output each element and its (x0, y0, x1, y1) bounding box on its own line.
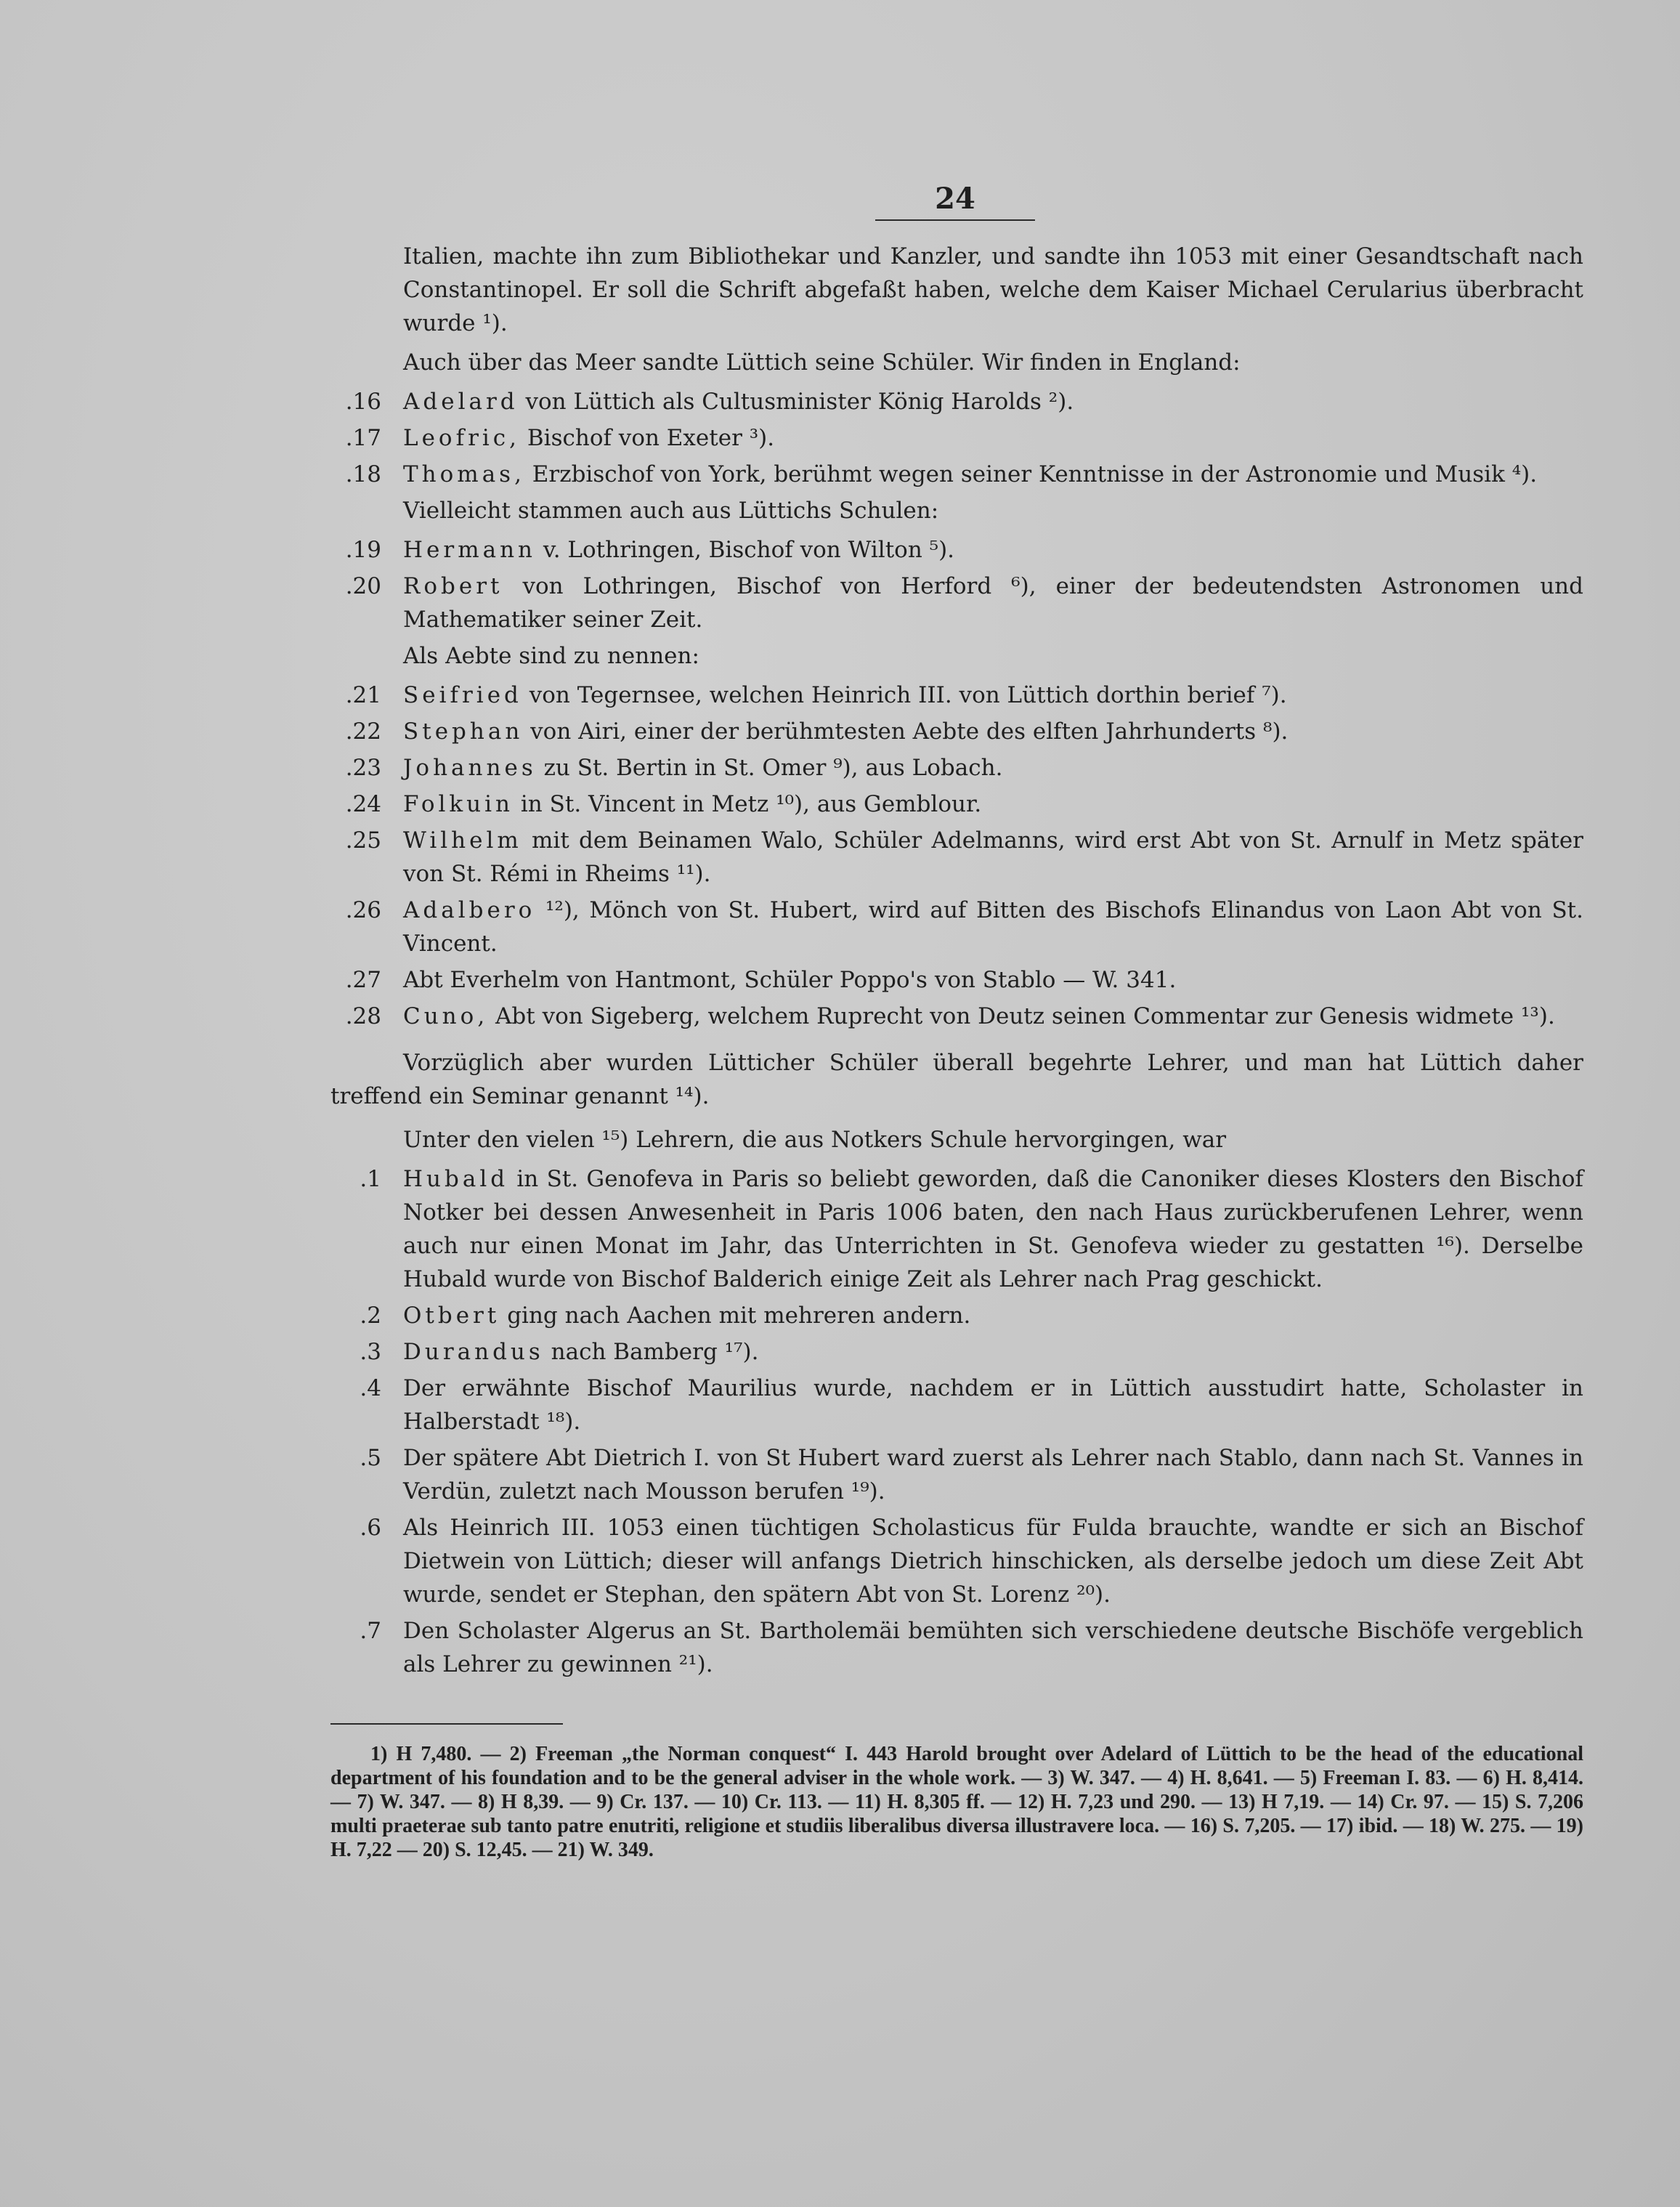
item-text: zu St. Bertin in St. Omer ⁹), aus Lobach. (536, 755, 1003, 781)
list-item: 6. Als Heinrich III. 1053 einen tüchtigen Scholasticus für Fulda brauchte, wandte er sich an Bischof Dietwein von Lüttich; dieser will anfangs Dietrich hinschicken, als derselbe jedoch um diese Zeit Abt wurde, sendet er Stephan, den spätern Abt von St. Lorenz ²⁰). (360, 1515, 1583, 1608)
item-text: ging nach Aachen mit mehreren andern. (500, 1303, 971, 1329)
item-text: in St. Genofeva in Paris so beliebt geworden, daß die Canoniker dieses Klosters den Bischof Notker bei dessen Anwesenheit in Paris 1006 baten, den nach Haus zurückberufenen Lehrer, wenn auch nur einen Monat im Jahr, das Unterrichten in St. Genofeva wieder zu gestatten ¹⁶). Derselbe Hubald wurde von Bischof Balderich einige Zeit als Lehrer nach Prag geschickt. (403, 1166, 1583, 1292)
item-text: mit dem Beinamen Walo, Schüler Adelmanns, wird erst Abt von St. Arnulf in Metz später von St. Rémi in Rheims ¹¹). (403, 827, 1583, 887)
item-text: Als Heinrich III. 1053 einen tüchtigen Scholasticus für Fulda brauchte, wandte er sich an Bischof Dietwein von Lüttich; dieser will anfangs Dietrich hinschicken, als derselbe jedoch um diese Zeit Abt wurde, sendet er Stephan, den spätern Abt von St. Lorenz ²⁰). (403, 1515, 1583, 1608)
list-item: 28. Cuno, Abt von Sigeberg, welchem Ruprecht von Deutz seinen Commentar zur Genesis widmete ¹³). (345, 1003, 1555, 1029)
teacher-list (330, 1162, 1583, 1681)
item-text: ¹²), Mönch von St. Hubert, wird auf Bitten des Bischofs Elinandus von Laon Abt von St. Vincent. (403, 897, 1583, 957)
person-name: Hermann (403, 537, 537, 563)
person-name: Wilhelm (403, 827, 522, 854)
list-item: 26. Adalbero ¹²), Mönch von St. Hubert, wird auf Bitten des Bischofs Elinandus von Laon Abt von St. Vincent. (345, 897, 1583, 957)
person-name: Folkuin (403, 791, 514, 817)
list-item: 2. Otbert ging nach Aachen mit mehreren andern. (360, 1303, 971, 1329)
list-item: 24. Folkuin in St. Vincent in Metz ¹⁰), aus Gemblour. (345, 791, 982, 817)
person-name: Adalbero (403, 897, 536, 923)
main-text (330, 240, 1583, 1684)
footnotes: 1) H 7,480. — 2) Freeman „the Norman conquest“ I. 443 Harold brought over Adelard of Lüttich to be the head of the educational department of his foundation and to be the general adviser in the whole work. — 3) W. 347. — 4) H. 8,641. — 5) Freeman I. 83. — 6) H. 8,414. — 7) W. 347. — 8) H 8,39. — 9) Cr. 137. — 10) Cr. 113. — 11) H. 8,305 ff. — 12) H. 7,23 und 290. — 13) H 7,19. — 14) Cr. 97. — 15) S. 7,206 multi praeterae sub tanto patre enutriti, religione et studiis liberalibus diversa illustravere loca. — 16) S. 7,205. — 17) ibid. — 18) W. 275. — 19) H. 7,22 — 20) S. 12,45. — 21) W. 349. (330, 1743, 1583, 1861)
item-text: von Lüttich als Cultusminister König Harolds ²). (518, 389, 1074, 415)
list-item: 20. Robert von Lothringen, Bischof von Herford ⁶), einer der bedeutendsten Astronomen und Mathematiker seiner Zeit. (345, 573, 1583, 633)
list-item: 5. Der spätere Abt Dietrich I. von St Hubert ward zuerst als Lehrer nach Stablo, dann nach St. Vannes in Verdün, zuletzt nach Mousson berufen ¹⁹). (360, 1445, 1583, 1505)
item-text: Den Scholaster Algerus an St. Bartholemäi bemühten sich verschiedene deutsche Bischöfe vergeblich als Lehrer zu gewinnen ²¹). (403, 1618, 1583, 1677)
teachers-lead: Unter den vielen ¹⁵) Lehrern, die aus Notkers Schule hervorgingen, war (403, 1127, 1227, 1153)
list-item: 3. Durandus nach Bamberg ¹⁷). (360, 1339, 759, 1365)
page-number: 24 (935, 182, 975, 216)
list-item: 23. Johannes zu St. Bertin in St. Omer ⁹), aus Lobach. (345, 755, 1003, 781)
list-item: 1. Hubald in St. Genofeva in Paris so beliebt geworden, daß die Canoniker dieses Klosters den Bischof Notker bei dessen Anwesenheit in Paris 1006 baten, den nach Haus zurückberufenen Lehrer, wenn auch nur einen Monat im Jahr, das Unterrichten in St. Genofeva wieder zu gestatten ¹⁶). Derselbe Hubald wurde von Bischof Balderich einige Zeit als Lehrer nach Prag geschickt. (360, 1166, 1583, 1292)
person-name: Otbert (403, 1303, 500, 1329)
item-text: Der spätere Abt Dietrich I. von St Hubert ward zuerst als Lehrer nach Stablo, dann nach St. Vannes in Verdün, zuletzt nach Mousson berufen ¹⁹). (403, 1445, 1583, 1505)
person-name: Johannes (403, 755, 537, 781)
list-item: 19. Hermann v. Lothringen, Bischof von Wilton ⁵). (345, 537, 955, 563)
england-lead: Auch über das Meer sandte Lüttich seine Schüler. Wir finden in England: (403, 349, 1241, 376)
footnote-rule (330, 1723, 563, 1725)
item-text: von Lothringen, Bischof von Herford ⁶), einer der bedeutendsten Astronomen und Mathematiker seiner Zeit. (403, 573, 1583, 633)
intro-paragraph: Italien, machte ihn zum Bibliothekar und Kanzler, und sandte ihn 1053 mit einer Gesandtschaft nach Constantinopel. Er soll die Schrift abgefaßt haben, welche dem Kaiser Michael Cerularius überbracht wurde ¹). (403, 243, 1583, 336)
person-name: Seifried (403, 682, 522, 708)
item-text: nach Bamberg ¹⁷). (543, 1339, 759, 1365)
abbot-list (330, 679, 1583, 1033)
list-item: 7. Den Scholaster Algerus an St. Bartholemäi bemühten sich verschiedene deutsche Bischöfe vergeblich als Lehrer zu gewinnen ²¹). (360, 1618, 1583, 1677)
list-item: 27. Abt Everhelm von Hantmont, Schüler Poppo's von Stablo — W. 341. (345, 967, 1177, 993)
list-item: 22. Stephan von Airi, einer der berühmtesten Aebte des elften Jahrhunderts ⁸). (345, 718, 1289, 745)
england-list (330, 385, 1583, 491)
item-text: Abt von Sigeberg, welchem Ruprecht von Deutz seinen Commentar zur Genesis widmete ¹³). (488, 1003, 1555, 1029)
person-name: Hubald (403, 1166, 509, 1192)
person-name: Cuno, (403, 1003, 489, 1029)
list-item: 16. Adelard von Lüttich als Cultusminister König Harolds ²). (345, 389, 1074, 415)
item-text: in St. Vincent in Metz ¹⁰), aus Gemblour. (514, 791, 982, 817)
list-item: 4. Der erwähnte Bischof Maurilius wurde, nachdem er in Lüttich ausstudirt hatte, Scholaster in Halberstadt ¹⁸). (360, 1375, 1583, 1435)
person-name: Adelard (403, 389, 519, 415)
item-text: v. Lothringen, Bischof von Wilton ⁵). (536, 537, 955, 563)
person-name: Durandus (403, 1339, 544, 1365)
list-item: 25. Wilhelm mit dem Beinamen Walo, Schüler Adelmanns, wird erst Abt von St. Arnulf in Metz später von St. Rémi in Rheims ¹¹). (345, 827, 1583, 887)
item-text: Abt Everhelm von Hantmont, Schüler Poppo's von Stablo — W. 341. (403, 967, 1177, 993)
seminar-paragraph: Vorzüglich aber wurden Lütticher Schüler überall begehrte Lehrer, und man hat Lüttich daher treffend ein Seminar genannt ¹⁴). (330, 1050, 1583, 1109)
header-rule (875, 219, 1035, 221)
item-text: von Tegernsee, welchen Heinrich III. von Lüttich dorthin berief ⁷). (522, 682, 1287, 708)
person-name: Robert (403, 573, 503, 599)
list-item: 21. Seifried von Tegernsee, welchen Heinrich III. von Lüttich dorthin berief ⁷). (345, 682, 1287, 708)
maybe-list (330, 533, 1583, 636)
item-text: Erzbischof von York, berühmt wegen seiner Kenntnisse in der Astronomie und Musik ⁴). (524, 461, 1538, 487)
maybe-lead: Vielleicht stammen auch aus Lüttichs Schulen: (403, 498, 939, 524)
person-name: Thomas, (403, 461, 525, 487)
abbots-lead: Als Aebte sind zu nennen: (403, 643, 699, 669)
item-text: Der erwähnte Bischof Maurilius wurde, nachdem er in Lüttich ausstudirt hatte, Scholaster in Halberstadt ¹⁸). (403, 1375, 1583, 1435)
list-item: 18. Thomas, Erzbischof von York, berühmt wegen seiner Kenntnisse in der Astronomie und Musik ⁴). (345, 461, 1538, 487)
item-text: Bischof von Exeter ³). (520, 425, 775, 451)
person-name: Leofric, (403, 425, 521, 451)
item-text: von Airi, einer der berühmtesten Aebte des elften Jahrhunderts ⁸). (523, 718, 1289, 745)
list-item: 17. Leofric, Bischof von Exeter ³). (345, 425, 775, 451)
person-name: Stephan (403, 718, 524, 745)
